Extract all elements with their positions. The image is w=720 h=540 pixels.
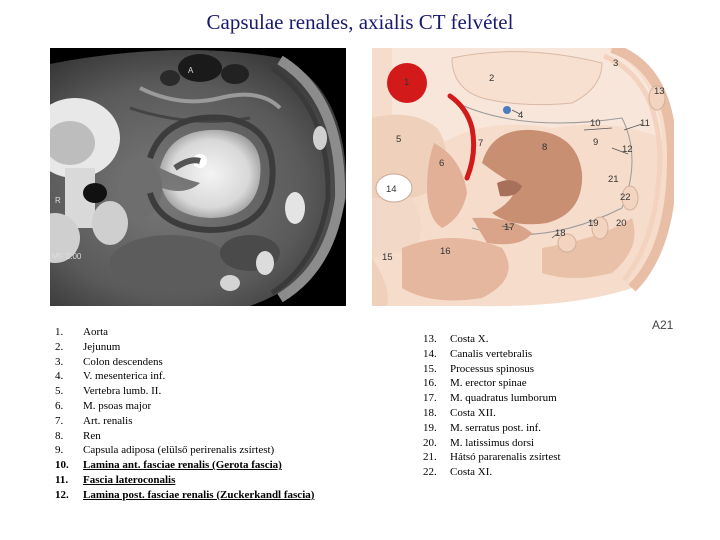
legend-item [55, 458, 314, 473]
diagram-label-11: 11 [640, 118, 650, 129]
diagram-label-18: 18 [555, 228, 566, 239]
legend-item [423, 436, 561, 451]
legend-item [55, 429, 314, 444]
legend-item [55, 443, 314, 458]
legend-number: 4. [55, 370, 64, 383]
legend-item [55, 414, 314, 429]
legend-item [423, 391, 561, 406]
diagram-label-19: 19 [588, 218, 599, 229]
legend-text: Lamina ant. fasciae renalis (Gerota fascia) [83, 459, 282, 472]
ct-orientation-letter-a: A [188, 66, 194, 75]
legend-text: Hátsó pararenalis zsírtest [450, 451, 561, 464]
legend-text: M. quadratus lumborum [450, 392, 557, 405]
legend-number: 9. [55, 444, 64, 457]
ct-scan-image [50, 48, 346, 306]
legend-item [55, 384, 314, 399]
legend-number: 21. [423, 451, 437, 464]
legend-number: 10. [55, 459, 69, 472]
legend-number: 5. [55, 385, 64, 398]
diagram-label-7: 7 [478, 138, 484, 149]
legend-number: 6. [55, 399, 64, 412]
diagram-label-15: 15 [382, 252, 393, 263]
legend-item [55, 355, 314, 370]
diagram-label-22: 22 [620, 192, 631, 203]
legend-text: Capsula adiposa (elülső perirenalis zsírtest) [83, 444, 275, 457]
anatomy-diagram [372, 48, 674, 308]
legend-text: M. psoas major [83, 399, 152, 412]
diagram-label-17: 17 [504, 222, 515, 233]
legend-item [423, 376, 561, 391]
legend-item [423, 421, 561, 436]
legend-left [55, 325, 314, 503]
legend-item [423, 406, 561, 421]
legend-text: Processus spinosus [450, 362, 535, 375]
legend-number: 22. [423, 466, 437, 479]
legend-text: Lamina post. fasciae renalis (Zuckerkandl fascia) [83, 488, 315, 501]
legend-text: Fascia lateroconalis [83, 473, 176, 486]
legend-number: 20. [423, 436, 437, 449]
diagram-label-13: 13 [654, 86, 665, 97]
ct-magnification-text: MF 2.00 [52, 252, 82, 261]
legend-text: M. erector spinae [450, 377, 527, 390]
legend-number: 8. [55, 429, 64, 442]
legend-text: V. mesenterica inf. [83, 370, 166, 383]
legend-text: Costa XI. [450, 466, 493, 479]
diagram-label-12: 12 [622, 144, 633, 155]
diagram-label-8: 8 [542, 142, 548, 153]
legend-text: Art. renalis [83, 414, 133, 427]
legend-text: M. latissimus dorsi [450, 436, 535, 449]
legend-number: 12. [55, 488, 69, 501]
legend-item [55, 369, 314, 384]
legend-number: 2. [55, 340, 64, 353]
legend-item [423, 465, 561, 480]
legend-item [55, 399, 314, 414]
legend-text: Vertebra lumb. II. [83, 385, 162, 398]
legend-item [423, 332, 561, 347]
legend-text: Aorta [83, 326, 109, 338]
diagram-label-21: 21 [608, 174, 619, 185]
legend-number: 1. [55, 326, 64, 338]
legend-text: Jejunum [83, 340, 121, 353]
legend-text: Colon descendens [83, 355, 163, 368]
diagram-label-9: 9 [593, 137, 599, 148]
legend-item [55, 325, 314, 340]
diagram-label-16: 16 [440, 246, 451, 257]
diagram-label-3: 3 [613, 58, 619, 69]
legend-item [55, 473, 314, 488]
legend-number: 18. [423, 406, 437, 419]
legend-item [55, 488, 314, 503]
legend-number: 11. [55, 473, 69, 486]
legend-number: 17. [423, 392, 437, 405]
legend-number: 14. [423, 347, 437, 360]
legend-number: 16. [423, 377, 437, 390]
legend-item [423, 362, 561, 377]
diagram-label-1: 1 [404, 77, 410, 88]
legend-number: 3. [55, 355, 64, 368]
page-title: Capsulae renales, axialis CT felvétel [206, 10, 514, 34]
diagram-label-5: 5 [396, 134, 402, 145]
diagram-label-4: 4 [518, 110, 524, 121]
legend-text: Canalis vertebralis [450, 347, 533, 360]
legend-number: 15. [423, 362, 437, 375]
legend-number: 13. [423, 333, 437, 345]
legend-text: M. serratus post. inf. [450, 421, 542, 434]
diagram-label-2: 2 [489, 73, 495, 84]
legend-item [423, 347, 561, 362]
figure-code: A21 [652, 318, 674, 332]
legend-text: Ren [83, 429, 101, 442]
diagram-label-6: 6 [439, 158, 445, 169]
diagram-label-20: 20 [616, 218, 627, 229]
legend-right [423, 332, 561, 480]
legend-text: Costa X. [450, 333, 489, 345]
ct-orientation-letter-r: R [55, 196, 61, 205]
legend-item [55, 340, 314, 355]
legend-number: 19. [423, 421, 437, 434]
diagram-label-14: 14 [386, 184, 397, 195]
legend-item [423, 450, 561, 465]
legend-number: 7. [55, 414, 64, 427]
legend-text: Costa XII. [450, 406, 496, 419]
diagram-label-10: 10 [590, 118, 601, 129]
